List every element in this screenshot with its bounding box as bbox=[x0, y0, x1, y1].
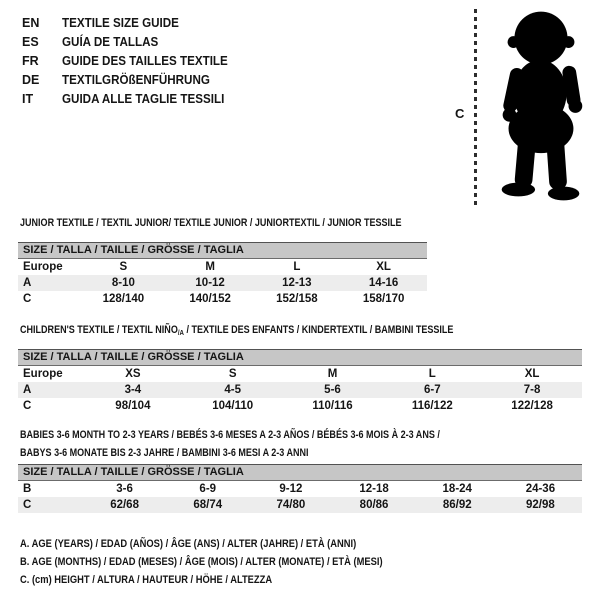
babies-title-line1: BABIES 3-6 MONTH TO 2-3 YEARS / BEBÉS 3-6 MESES A 2-3 AÑOS / BÉBÉS 3-6 MOIS À 2-3 ANS / bbox=[20, 429, 440, 441]
height-cell: 62/68 bbox=[110, 499, 139, 511]
children-title-sub: /A bbox=[177, 328, 184, 337]
age-cell: 8-10 bbox=[111, 277, 135, 289]
row-label: B bbox=[23, 483, 32, 495]
language-code: IT bbox=[22, 91, 34, 106]
height-cell: 140/152 bbox=[189, 293, 231, 305]
height-cell: 74/80 bbox=[276, 499, 306, 511]
table-row-age bbox=[18, 382, 582, 398]
row-label: A bbox=[23, 277, 32, 289]
children-title-rest: / TEXTILE DES ENFANTS / KINDERTEXTIL / BAMBINI TESSILE bbox=[183, 324, 454, 336]
age-cell: 10-12 bbox=[195, 277, 225, 289]
silhouette-leg-right bbox=[546, 136, 567, 190]
children-size-table bbox=[18, 349, 582, 414]
size-cell: M bbox=[205, 261, 215, 273]
size-cell: XL bbox=[524, 368, 540, 380]
footnote-b: B. AGE (MONTHS) / EDAD (MESES) / ÂGE (MOIS) / ALTER (MONATE) / ETÀ (MESI) bbox=[20, 556, 383, 568]
language-title: TEXTILGRÖßENFÜHRUNG bbox=[62, 72, 210, 87]
size-cell: XS bbox=[125, 368, 141, 380]
row-label: Europe bbox=[23, 368, 63, 380]
junior-table-title: JUNIOR TEXTILE / TEXTIL JUNIOR/ TEXTILE JUNIOR / JUNIORTEXTIL / JUNIOR TESSILE bbox=[20, 217, 402, 229]
row-label: A bbox=[23, 384, 32, 396]
size-header-band: SIZE / TALLA / TAILLE / GRÖSSE / TAGLIA bbox=[18, 464, 582, 481]
age-cell: 12-13 bbox=[282, 277, 312, 289]
height-cell: 122/128 bbox=[511, 400, 553, 412]
table-row-age bbox=[18, 275, 427, 291]
silhouette-head bbox=[514, 12, 567, 65]
silhouette-foot-right bbox=[548, 187, 579, 201]
age-cell: 6-7 bbox=[423, 384, 441, 396]
row-label: C bbox=[23, 400, 32, 412]
babies-table-title bbox=[20, 426, 532, 462]
months-cell: 3-6 bbox=[116, 483, 133, 495]
height-cell: 104/110 bbox=[212, 400, 254, 412]
language-title-list bbox=[22, 13, 240, 108]
language-code: DE bbox=[22, 72, 40, 87]
table-row-height bbox=[18, 398, 582, 414]
table-row-months bbox=[18, 481, 582, 497]
row-label: Europe bbox=[23, 261, 63, 273]
table-row-europe bbox=[18, 366, 582, 382]
months-cell: 6-9 bbox=[199, 483, 217, 495]
height-cell: 116/122 bbox=[411, 400, 453, 412]
table-row-height bbox=[18, 497, 582, 513]
height-cell: 92/98 bbox=[526, 499, 555, 511]
size-cell: L bbox=[428, 368, 436, 380]
language-row-de bbox=[22, 70, 240, 89]
size-header-band: SIZE / TALLA / TAILLE / GRÖSSE / TAGLIA bbox=[18, 242, 427, 259]
babies-size-table bbox=[18, 464, 582, 513]
height-cell: 152/158 bbox=[276, 293, 318, 305]
language-row-en bbox=[22, 13, 240, 32]
language-title: GUÍA DE TALLAS bbox=[62, 34, 159, 49]
height-measure-dotted-line bbox=[474, 9, 477, 209]
age-cell: 4-5 bbox=[224, 384, 241, 396]
silhouette-foot-left bbox=[502, 183, 535, 197]
language-row-it bbox=[22, 89, 240, 108]
footnote-c: C. (cm) HEIGHT / ALTURA / HAUTEUR / HÖHE / ALTEZZA bbox=[20, 574, 273, 586]
height-cell: 128/140 bbox=[102, 293, 145, 305]
size-cell: S bbox=[228, 368, 237, 380]
children-table-title bbox=[20, 324, 549, 337]
language-title: TEXTILE SIZE GUIDE bbox=[62, 15, 179, 30]
language-row-es bbox=[22, 32, 240, 51]
silhouette-hand-right bbox=[569, 99, 583, 113]
age-cell: 3-4 bbox=[124, 384, 142, 396]
babies-title-line2: BABYS 3-6 MONATE BIS 2-3 JAHRE / BAMBINI 3-6 MESI A 2-3 ANNI bbox=[20, 447, 309, 459]
age-cell: 7-8 bbox=[523, 384, 541, 396]
age-cell: 14-16 bbox=[368, 277, 399, 289]
height-cell: 68/74 bbox=[193, 499, 223, 511]
height-cell: 110/116 bbox=[312, 400, 353, 412]
height-cell: 86/92 bbox=[442, 499, 472, 511]
size-cell: S bbox=[119, 261, 128, 273]
months-cell: 18-24 bbox=[442, 483, 472, 495]
measure-label-c: C bbox=[455, 106, 465, 121]
language-row-fr bbox=[22, 51, 240, 70]
toddler-silhouette bbox=[482, 6, 598, 204]
row-label: C bbox=[23, 499, 32, 511]
footnote-a: A. AGE (YEARS) / EDAD (AÑOS) / ÂGE (ANS) / ALTER (JAHRE) / ETÀ (ANNI) bbox=[20, 538, 357, 550]
size-cell: L bbox=[293, 261, 301, 273]
size-header-band: SIZE / TALLA / TAILLE / GRÖSSE / TAGLIA bbox=[18, 349, 582, 366]
age-cell: 5-6 bbox=[324, 384, 341, 396]
language-title: GUIDA ALLE TAGLIE TESSILI bbox=[62, 91, 225, 106]
language-title: GUIDE DES TAILLES TEXTILE bbox=[62, 53, 228, 68]
children-title-main: CHILDREN'S TEXTILE / TEXTIL NIÑO bbox=[20, 324, 178, 336]
language-code: EN bbox=[22, 15, 40, 30]
table-row-europe bbox=[18, 259, 427, 275]
table-row-height bbox=[18, 291, 427, 307]
size-cell: XL bbox=[376, 261, 391, 273]
months-cell: 9-12 bbox=[279, 483, 303, 495]
legend-footnotes bbox=[20, 535, 447, 589]
language-code: ES bbox=[22, 34, 39, 49]
size-cell: M bbox=[327, 368, 338, 380]
months-cell: 12-18 bbox=[359, 483, 389, 495]
height-cell: 98/104 bbox=[115, 400, 151, 412]
language-code: FR bbox=[22, 53, 39, 68]
height-cell: 80/86 bbox=[359, 499, 389, 511]
height-cell: 158/170 bbox=[362, 293, 405, 305]
row-label: C bbox=[23, 293, 32, 305]
months-cell: 24-36 bbox=[525, 483, 556, 495]
junior-size-table bbox=[18, 242, 427, 307]
